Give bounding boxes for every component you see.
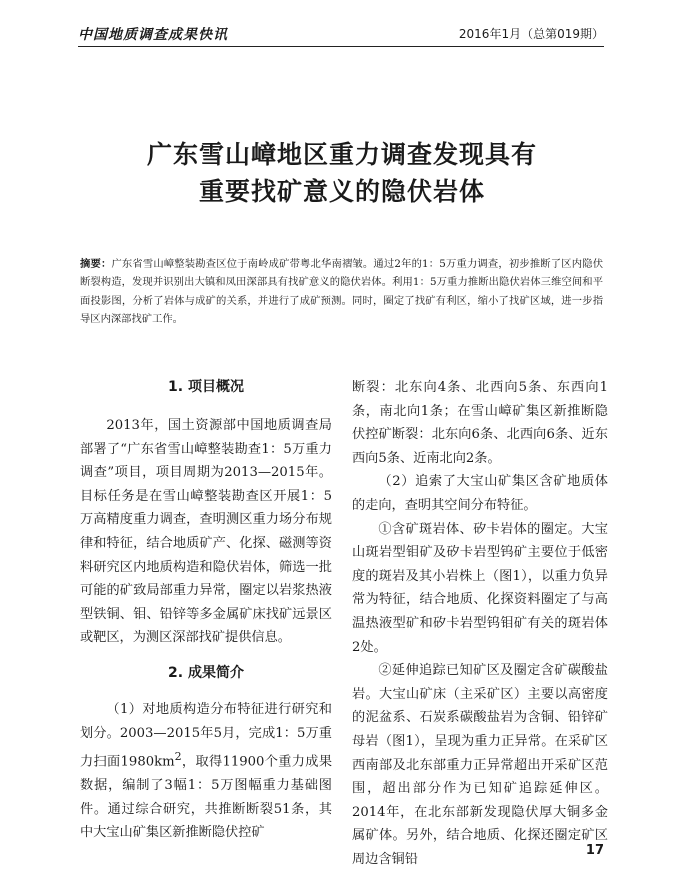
page-header xyxy=(78,22,604,47)
article-title xyxy=(60,136,624,210)
page-number: 17 xyxy=(585,843,604,858)
paragraph-text: ，取得11900个重力成果数据，编制了3幅1：5万图幅重力基础图件。通过综合研究，共推断断裂51条，其中大宝山矿集区新推断隐伏控矿 xyxy=(80,754,333,841)
paragraph-text: （1）对地质构造分布特征进行研究和划分。2003—2015年5月，完成1：5万重力扫面1980km xyxy=(80,701,332,770)
journal-title: 中国地质调查成果快讯 xyxy=(78,27,228,43)
superscript: 2 xyxy=(174,750,182,764)
issue-info: 2016年1月（总第019期） xyxy=(458,27,604,41)
title-line-1: 广东雪山嶂地区重力调查发现具有 xyxy=(146,140,537,169)
abstract-text: 广东省雪山嶂整装勘查区位于南岭成矿带粤北华南褶皱。通过2年的1：5万重力调查，初步推断了区内隐伏断裂构造，发现并识别出大镇和凤田深部具有找矿意义的隐伏岩体。利用1：5万重力推断出隐伏岩体三维空间和平面投影图，分析了岩体与成矿的关系，并进行了成矿预测。同时，圈定了找矿有利区，缩小了找矿区域，进一步指导区内深部找矿工作。 xyxy=(80,258,603,326)
section-1-heading: 1. 项目概况 xyxy=(168,379,244,395)
section-2-paragraph-4: ②延伸追踪已知矿区及圈定含矿碳酸盐岩。大宝山矿床（主采矿区）主要以高密度的泥盆系、石炭系碳酸盐岩为含铜、铅锌矿母岩（图1），呈现为重力正异常。在采矿区西南部及北东部重力正异常超出开采矿区范围，超出部分作为已知矿追踪延伸区。2014年，在北东部新发现隐伏厚大铜多金属矿体。另外，结合地质、化探还圈定矿区周边含铜铅 xyxy=(352,663,608,867)
section-1-paragraph: 2013年，国土资源部中国地质调查局部署了“广东省雪山嶂整装勘查1：5万重力调查”项目，项目周期为2013—2015年。目标任务是在雪山嶂整装勘查区开展1：5万高精度重力调查，查明测区重力场分布规律和特征，结合地质矿产、化探、磁测等资料研究区内地质构造和隐伏岩体，筛选一批可能的矿致局部重力异常，圈定以岩浆热液型铁铜、钼、铅锌等多金属矿床找矿远景区或靶区，为测区深部找矿提供信息。 xyxy=(80,418,332,646)
section-2-heading: 2. 成果简介 xyxy=(168,664,244,681)
right-column xyxy=(352,376,608,871)
left-column xyxy=(80,376,332,845)
abstract-label: 摘要： xyxy=(80,258,112,270)
section-2-paragraph-3: ①含矿斑岩体、矽卡岩体的圈定。大宝山斑岩型钼矿及矽卡岩型钨矿主要位于低密度的斑岩及其小岩株上（图1），以重力负异常为特征，结合地质、化探资料圈定了与高温热液型矿和矽卡岩型钨钼矿有关的斑岩体2处。 xyxy=(352,521,608,655)
section-2-paragraph-1 xyxy=(80,698,332,845)
title-line-2: 重要找矿意义的隐伏岩体 xyxy=(198,177,485,206)
section-2-paragraph-2: （2）追索了大宝山矿集区含矿地质体的走向，查明其空间分布特征。 xyxy=(352,474,608,513)
section-2-paragraph-1-continued: 断裂：北东向4条、北西向5条、东西向1条，南北向1条；在雪山嶂矿集区新推断隐伏控矿断裂：北东向6条、北西向6条、近东西向5条、近南北向2条。 xyxy=(352,380,608,466)
abstract xyxy=(80,255,603,329)
